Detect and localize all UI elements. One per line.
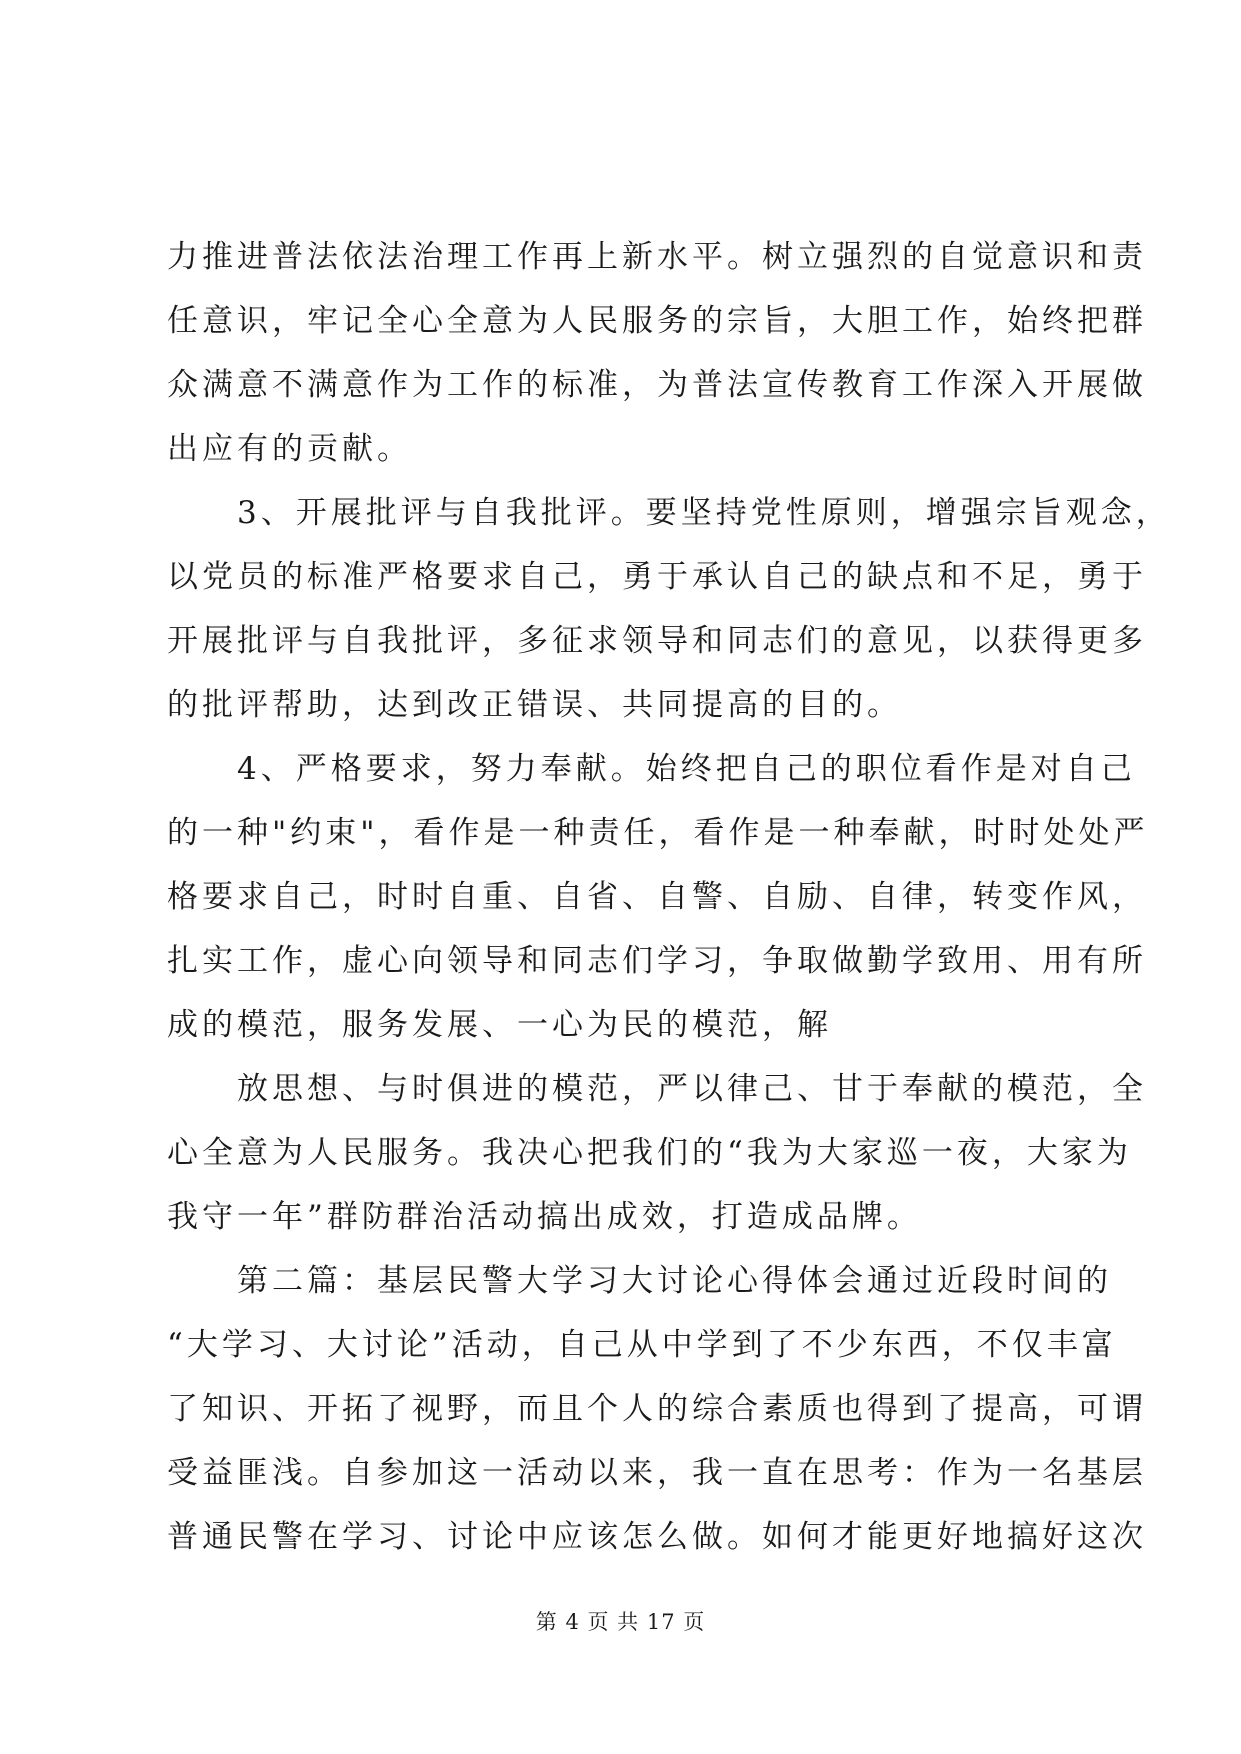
page-number-footer: 第 4 页 共 17 页 [535,1610,706,1634]
text-line: 众满意不满意作为工作的标准，为普法宣传教育工作深入开展做 [167,367,1147,403]
text-line: 心全意为人民服务。我决心把我们的“我为大家巡一夜，大家为 [167,1135,1132,1171]
document-body [167,225,1171,1569]
text-line: 普通民警在学习、讨论中应该怎么做。如何才能更好地搞好这次 [167,1519,1147,1555]
text-line: 格要求自己，时时自重、自省、自警、自励、自律，转变作风， [167,879,1147,915]
text-line: 的一种"约束"，看作是一种责任，看作是一种奉献，时时处处严 [167,815,1149,851]
text-line: 出应有的贡献。 [167,431,412,467]
text-line: 第二篇：基层民警大学习大讨论心得体会通过近段时间的 [167,1263,1112,1299]
text-line: 4、严格要求，努力奉献。始终把自己的职位看作是对自己 [167,751,1136,787]
text-line: 放思想、与时俱进的模范，严以律己、甘于奉献的模范，全 [167,1071,1147,1107]
text-line: 的批评帮助，达到改正错误、共同提高的目的。 [167,687,902,723]
text-line: 任意识，牢记全心全意为人民服务的宗旨，大胆工作，始终把群 [167,303,1147,339]
text-line: 开展批评与自我批评，多征求领导和同志们的意见，以获得更多 [167,623,1147,659]
text-line: 3、开展批评与自我批评。要坚持党性原则，增强宗旨观念， [167,495,1171,531]
text-line: 以党员的标准严格要求自己，勇于承认自己的缺点和不足，勇于 [167,559,1147,595]
text-line: 了知识、开拓了视野，而且个人的综合素质也得到了提高，可谓 [167,1391,1147,1427]
text-line: 成的模范，服务发展、一心为民的模范，解 [167,1007,832,1043]
text-line: 受益匪浅。自参加这一活动以来，我一直在思考：作为一名基层 [167,1455,1147,1491]
text-line: “大学习、大讨论”活动，自己从中学到了不少东西，不仅丰富 [167,1327,1117,1363]
text-line: 力推进普法依法治理工作再上新水平。树立强烈的自觉意识和责 [167,239,1147,275]
text-line: 扎实工作，虚心向领导和同志们学习，争取做勤学致用、用有所 [167,943,1147,979]
text-line: 我守一年”群防群治活动搞出成效，打造成品牌。 [167,1199,922,1235]
